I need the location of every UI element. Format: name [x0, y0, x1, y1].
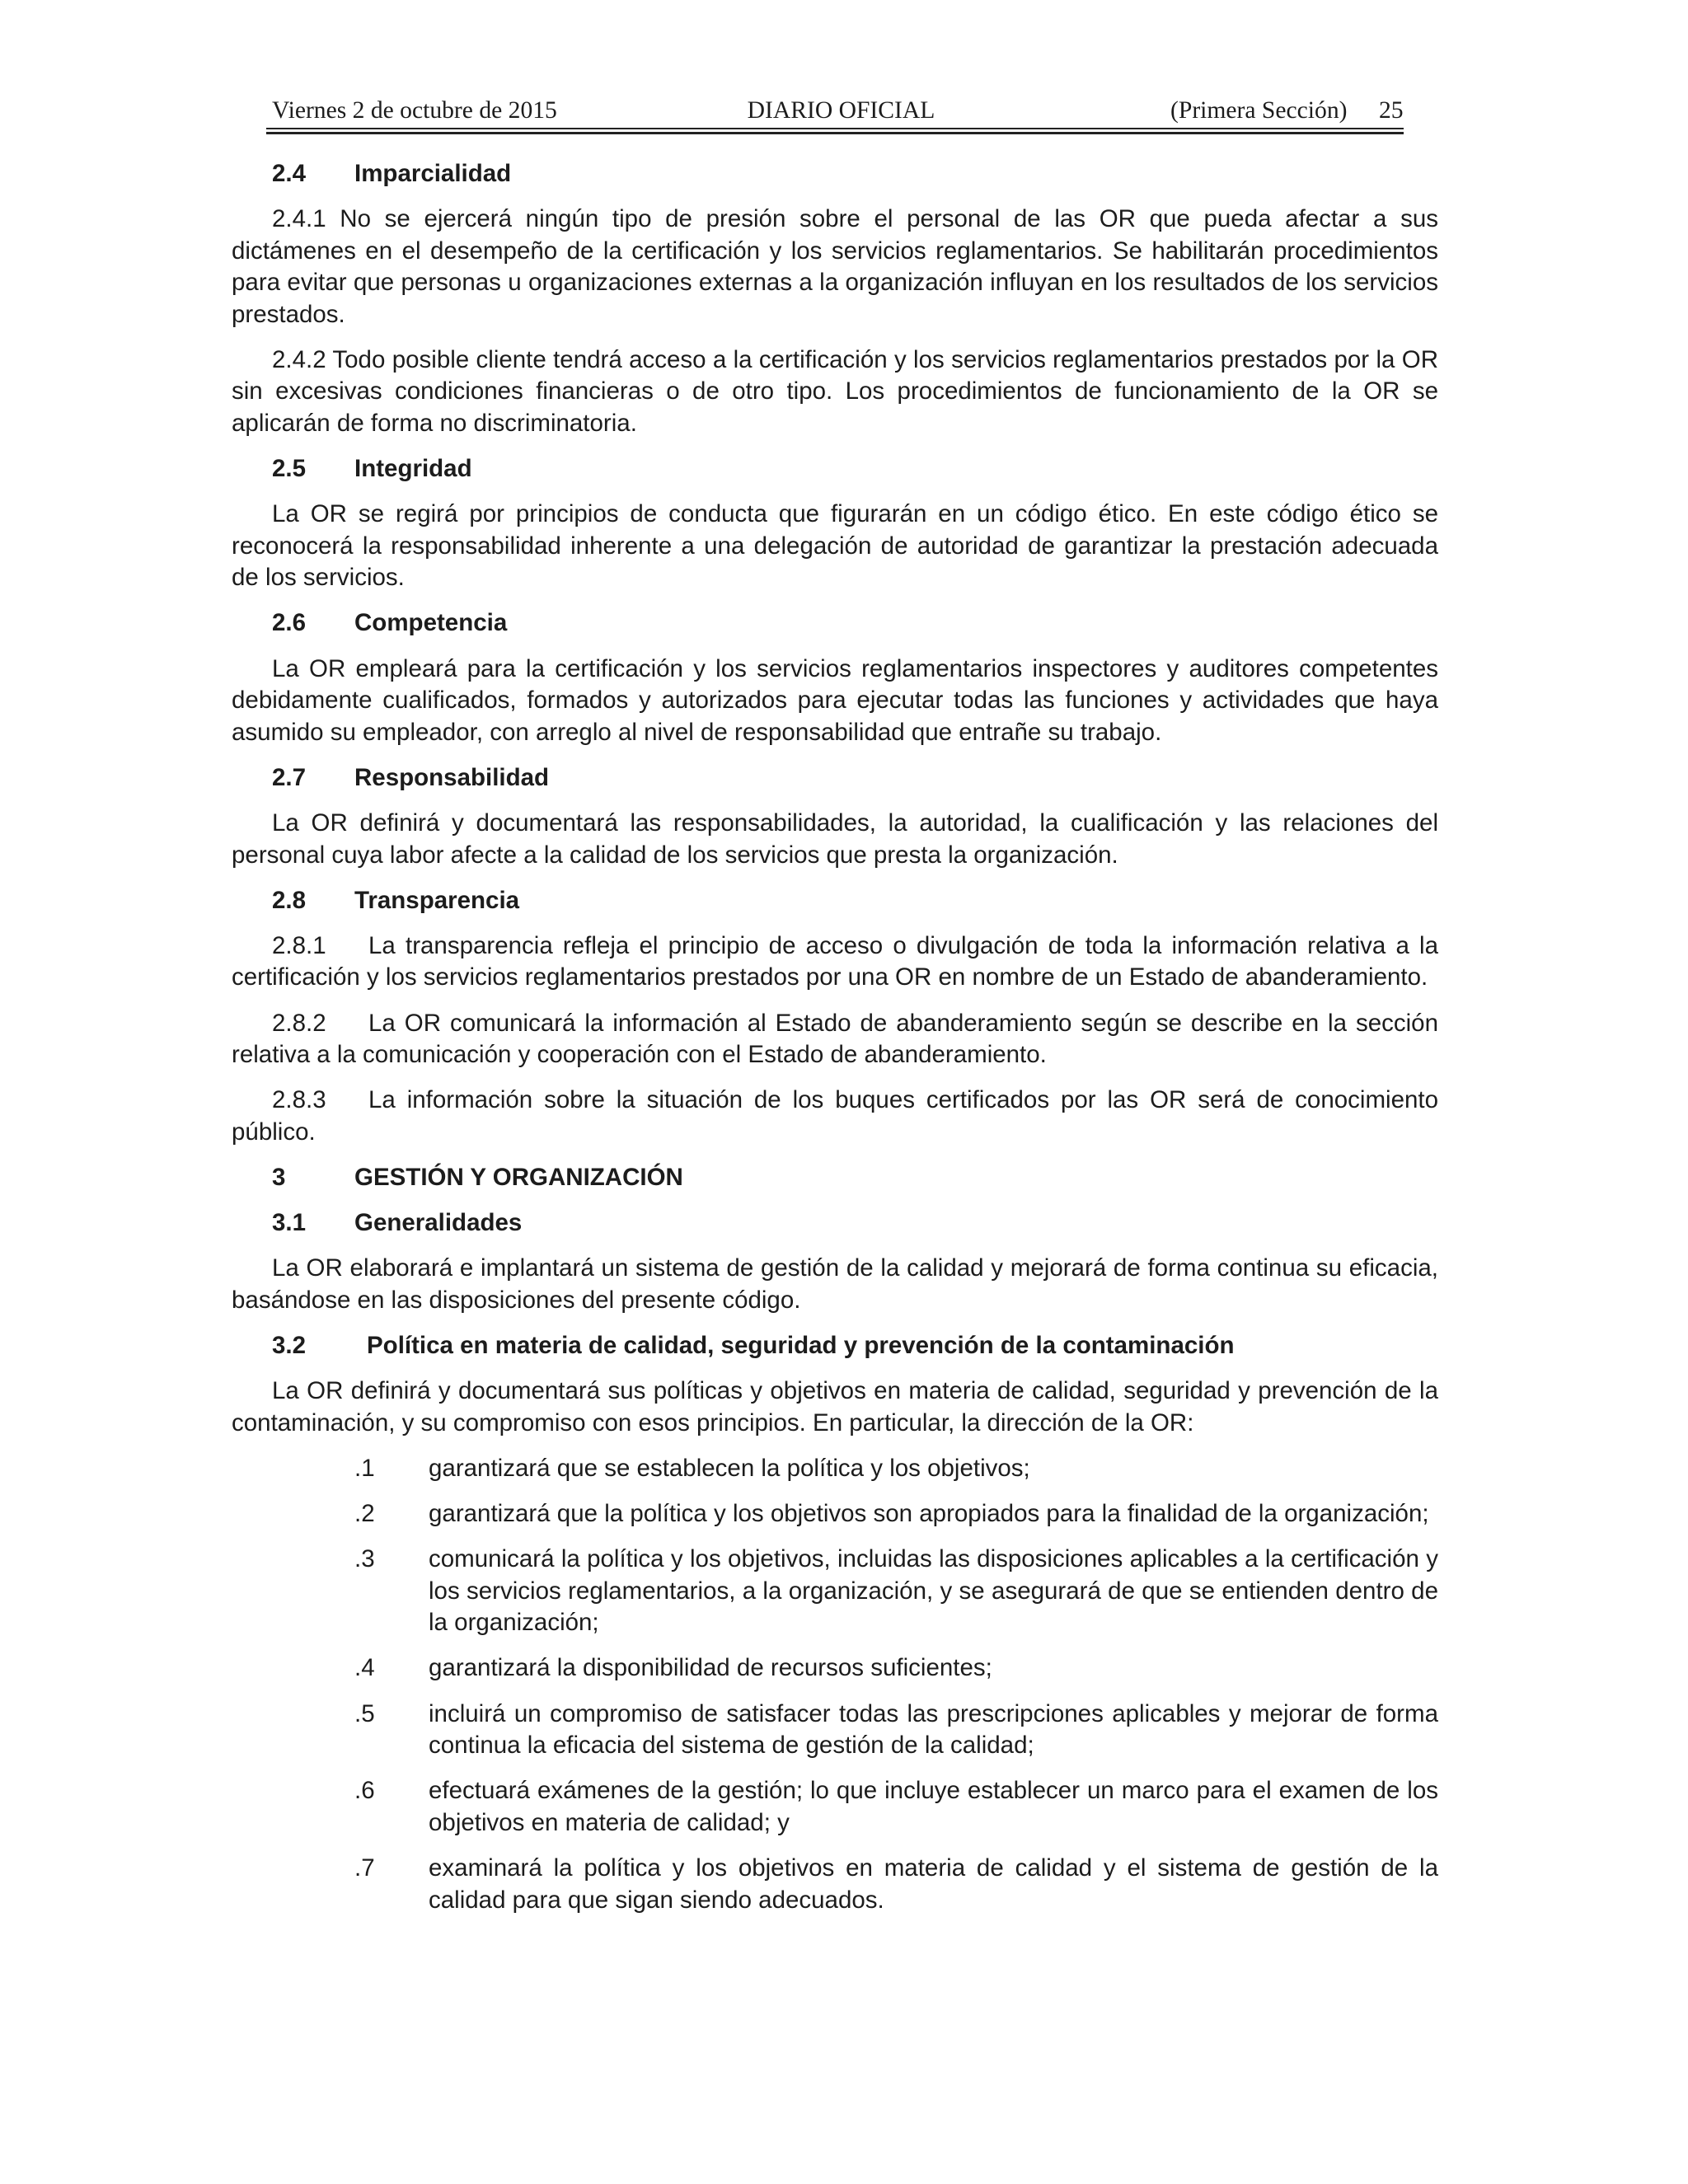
- paragraph-text: La información sobre la situación de los buques certificados por las OR será de conocimiento público.: [232, 1086, 1438, 1146]
- list-item-number: .5: [354, 1699, 375, 1727]
- paragraph-2-6: La OR empleará para la certificación y los servicios reglamentarios inspectores y auditores competentes debidamente cualificados, formados y autorizados para ejecutar todas las funciones y actividades que haya asumido su empleador, con arreglo al nivel de responsabilidad que entrañe su trabajo.: [232, 654, 1438, 746]
- list-item: [232, 1544, 1438, 1639]
- section-number: 3.1: [272, 1209, 307, 1237]
- section-heading-2-4: [232, 158, 1438, 190]
- list-item-text: incluirá un compromiso de satisfacer todas las prescripciones aplicables y mejorar de forma continua la eficacia del sistema de gestión de la calidad;: [429, 1699, 1438, 1760]
- header-rule-bottom: [266, 132, 1404, 134]
- paragraph-2-7: La OR definirá y documentará las responsabilidades, la autoridad, la cualificación y las relaciones del personal cuya labor afecte a la calidad de los servicios que presta la organización.: [232, 809, 1438, 869]
- section-number: 2.6: [272, 609, 307, 637]
- section-number: 2.7: [272, 763, 307, 791]
- section-number: 3: [272, 1163, 286, 1191]
- list-item-number: .3: [354, 1545, 375, 1573]
- section-heading-2-8: [232, 885, 1438, 917]
- section-number: 2.5: [272, 455, 307, 483]
- list-item: [232, 1652, 1438, 1685]
- section-title: Imparcialidad: [354, 160, 512, 187]
- list-item-number: .7: [354, 1854, 375, 1882]
- list-item-number: .6: [354, 1777, 375, 1805]
- section-heading-3-2: [232, 1330, 1438, 1362]
- section-heading-3: [232, 1162, 1438, 1194]
- section-heading-2-7: [232, 762, 1438, 794]
- paragraph-2-5: La OR se regirá por principios de conducta que figurarán en un código ético. En este código ético se reconocerá la responsabilidad inherente a una delegación de autoridad de garantizar la prestación adecuada de los servicios.: [232, 500, 1438, 592]
- paragraph-number: 2.8.3: [272, 1086, 326, 1114]
- list-item: [232, 1453, 1438, 1485]
- paragraph-3-2: La OR definirá y documentará sus políticas y objetivos en materia de calidad, seguridad y prevención de la contaminación, y su compromiso con esos principios. En particular, la dirección de la OR:: [232, 1377, 1438, 1436]
- list-item: [232, 1853, 1438, 1916]
- section-title: GESTIÓN Y ORGANIZACIÓN: [354, 1163, 683, 1191]
- list-item-text: garantizará la disponibilidad de recursos suficientes;: [429, 1654, 992, 1682]
- list-item: [232, 1699, 1438, 1762]
- list-item: [232, 1775, 1438, 1839]
- section-number: 2.4: [272, 160, 307, 187]
- section-heading-3-1: [232, 1207, 1438, 1240]
- section-title: Integridad: [354, 455, 472, 483]
- header-rule-top: [266, 128, 1404, 129]
- paragraph-2-8-3: [232, 1085, 1438, 1148]
- section-heading-2-5: [232, 453, 1438, 485]
- paragraph-2-8-2: [232, 1008, 1438, 1071]
- document-body: [232, 158, 1438, 1916]
- list-item-number: .2: [354, 1500, 375, 1528]
- paragraph-number: 2.8.2: [272, 1009, 326, 1037]
- paragraph-text: La OR comunicará la información al Estado de abanderamiento según se describe en la sección relativa a la comunicación y cooperación con el Estado de abanderamiento.: [232, 1009, 1438, 1069]
- paragraph-text: La transparencia refleja el principio de acceso o divulgación de toda la información relativa a la certificación y los servicios reglamentarios prestados por una OR en nombre de un Estado de abanderamiento.: [232, 931, 1438, 991]
- section-number: 2.8: [272, 886, 307, 914]
- list-item-number: .1: [354, 1454, 375, 1482]
- list-item: [232, 1498, 1438, 1530]
- section-title: Competencia: [354, 609, 508, 637]
- section-title: Generalidades: [354, 1209, 523, 1237]
- page-header: [0, 96, 1688, 125]
- list-item-text: garantizará que la política y los objetivos son apropiados para la finalidad de la organización;: [429, 1500, 1429, 1528]
- list-item-text: comunicará la política y los objetivos, incluidas las disposiciones aplicables a la certificación y los servicios reglamentarios, a la organización, y se asegurará de que se entienden dentro de la organización;: [429, 1545, 1438, 1637]
- header-publication-title: DIARIO OFICIAL: [747, 97, 935, 124]
- list-item-text: efectuará exámenes de la gestión; lo que incluye establecer un marco para el examen de los objetivos en materia de calidad; y: [429, 1777, 1438, 1836]
- list-item-number: .4: [354, 1654, 375, 1682]
- list-item-text: examinará la política y los objetivos en materia de calidad y el sistema de gestión de la calidad para que sigan siendo adecuados.: [429, 1854, 1438, 1914]
- paragraph-2-4-1: 2.4.1 No se ejercerá ningún tipo de presión sobre el personal de las OR que pueda afectar a sus dictámenes en el desempeño de la certificación y los servicios reglamentarios. Se habilitarán procedimientos para evitar que personas u organizaciones externas a la organización influyan en los resultados de los servicios prestados.: [232, 205, 1438, 328]
- section-heading-2-6: [232, 607, 1438, 640]
- section-number: 3.2: [272, 1332, 307, 1359]
- section-title: Transparencia: [354, 886, 520, 914]
- paragraph-2-8-1: [232, 930, 1438, 994]
- section-title: Responsabilidad: [354, 763, 550, 791]
- paragraph-2-4-2: 2.4.2 Todo posible cliente tendrá acceso a la certificación y los servicios reglamentarios prestados por la OR sin excesivas condiciones financieras o de otro tipo. Los procedimientos de funcionamiento de la OR se aplicarán de forma no discriminatoria.: [232, 345, 1438, 437]
- list-item-text: garantizará que se establecen la política y los objetivos;: [429, 1454, 1030, 1482]
- header-section: (Primera Sección): [1170, 97, 1348, 124]
- header-date: Viernes 2 de octubre de 2015: [272, 97, 557, 124]
- header-page-number: 25: [1379, 97, 1404, 124]
- paragraph-number: 2.8.1: [272, 931, 326, 959]
- section-title: Política en materia de calidad, seguridad y prevención de la contaminación: [367, 1332, 1235, 1359]
- paragraph-3-1: La OR elaborará e implantará un sistema de gestión de la calidad y mejorará de forma continua su eficacia, basándose en las disposiciones del presente código.: [232, 1254, 1438, 1314]
